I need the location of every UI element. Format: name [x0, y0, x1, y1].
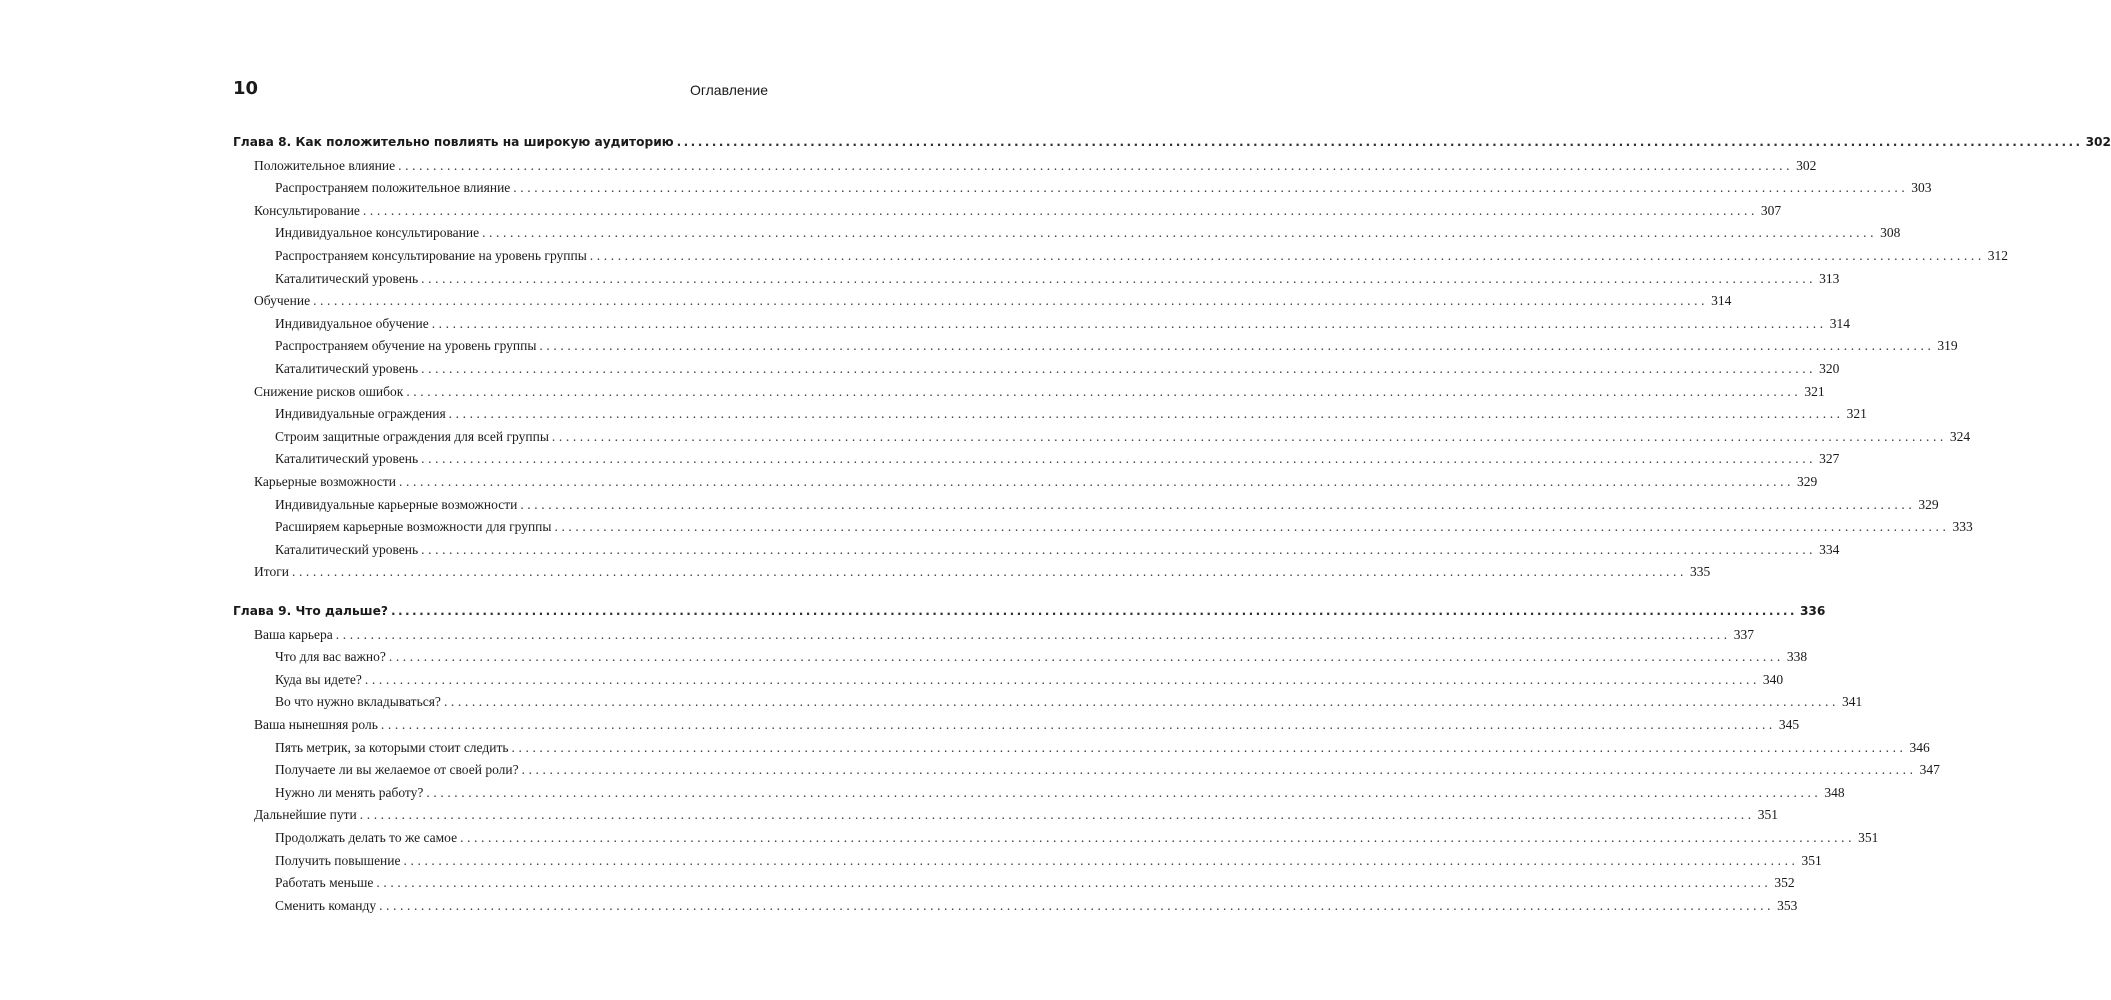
toc-entry-title: Глава 8. Как положительно повлиять на широкую аудиторию — [233, 135, 674, 149]
toc-subsection — [233, 897, 1798, 921]
toc-entry-page: 351 — [1858, 829, 1879, 845]
toc-entry-page: 351 — [1757, 807, 1778, 823]
toc-subsection — [233, 829, 1879, 853]
toc-entry-page: 353 — [1777, 897, 1798, 913]
dot-leader: ........................................................................................................................................................................................................ — [554, 519, 1950, 535]
toc-entry-title: Расширяем карьерные возможности для группы — [275, 519, 552, 535]
dot-leader: ........................................................................................................................................................................................................ — [431, 315, 1827, 331]
toc-section — [233, 626, 1754, 650]
toc-entry-page: 333 — [1952, 519, 1973, 535]
dot-leader: ........................................................................................................................................................................................................ — [448, 406, 1844, 422]
toc-entry-page: 329 — [1918, 496, 1939, 512]
toc-entry-title: Сменить команду — [275, 897, 377, 913]
toc-subsection — [233, 649, 1808, 672]
dot-leader: ........................................................................................................................................................................................................ — [539, 338, 1935, 354]
toc-entry-title: Работать меньше — [275, 875, 374, 891]
toc-subsection — [233, 451, 1840, 474]
toc-entry-title: Ваша карьера — [254, 626, 333, 642]
toc-entry-title: Распространяем положительное влияние — [275, 180, 511, 196]
toc-entry-page: 319 — [1937, 338, 1958, 354]
dot-leader: ........................................................................................................................................................................................................ — [362, 202, 1758, 218]
toc-section — [233, 564, 1711, 587]
toc-section — [233, 473, 1818, 497]
toc-entry-page: 321 — [1846, 406, 1867, 422]
toc-entry-title: Каталитический уровень — [275, 360, 419, 376]
toc-entry-page: 327 — [1819, 451, 1840, 467]
toc-subsection — [233, 247, 2009, 271]
toc-subsection — [233, 225, 1901, 248]
toc-entry-title: Во что нужно вкладываться? — [275, 694, 441, 710]
toc-chapter-heading — [233, 604, 1826, 627]
toc-entry-page: 341 — [1841, 694, 1863, 710]
toc-entry-page: 347 — [1919, 762, 1940, 778]
toc-entry-title: Распространяем консультирование на уровень группы — [275, 247, 587, 263]
toc-entry-page: 307 — [1760, 202, 1782, 218]
toc-entry-title: Каталитический уровень — [275, 541, 419, 557]
toc-entry-title: Получить повышение — [275, 852, 401, 868]
toc-entry-page: 338 — [1786, 649, 1808, 665]
toc-entry-page: 314 — [1829, 315, 1850, 331]
toc-subsection — [233, 671, 1784, 695]
toc-subsection — [233, 762, 1940, 785]
toc-entry-title: Глава 9. Что дальше? — [233, 604, 388, 618]
dot-leader: ........................................................................................................................................................................................................ — [388, 649, 1784, 665]
toc-entry-title: Индивидуальные ограждения — [275, 406, 446, 422]
toc-entry-title: Что для вас важно? — [275, 649, 386, 665]
dot-leader: ........................................................................................................................................................................................................ — [379, 897, 1775, 913]
dot-leader: ........................................................................................................................................................................................................ — [313, 293, 1709, 309]
toc-subsection — [233, 428, 1971, 452]
dot-leader: ........................................................................................................................................................................................................ — [335, 626, 1731, 642]
toc-section — [233, 202, 1782, 226]
toc-chapter-8 — [233, 135, 2111, 587]
dot-leader: ........................................................................................................................................................................................................ — [676, 135, 2083, 149]
dot-leader: ........................................................................................................................................................................................................ — [460, 829, 1856, 845]
toc-entry-page: 336 — [1799, 604, 1826, 618]
toc-entry-page: 334 — [1819, 541, 1840, 557]
toc-subsection — [233, 541, 1840, 565]
dot-leader: ........................................................................................................................................................................................................ — [421, 270, 1817, 286]
dot-leader: ........................................................................................................................................................................................................ — [421, 360, 1817, 376]
toc-entry-title: Куда вы идете? — [275, 671, 362, 687]
dot-leader: ........................................................................................................................................................................................................ — [421, 541, 1817, 557]
toc-entry-page: 348 — [1824, 784, 1845, 800]
dot-leader: ........................................................................................................................................................................................................ — [421, 451, 1817, 467]
toc-entry-title: Распространяем обучение на уровень группы — [275, 338, 537, 354]
toc-entry-title: Ваша нынешняя роль — [254, 716, 378, 732]
running-head: Оглавление — [689, 82, 768, 98]
toc-entry-title: Нужно ли менять работу? — [275, 784, 424, 800]
toc-entry-page: 345 — [1778, 716, 1800, 732]
dot-leader: ........................................................................................................................................................................................................ — [520, 496, 1916, 512]
toc-subsection — [233, 739, 1930, 763]
toc-entry-page: 352 — [1774, 875, 1795, 891]
toc-subsection — [233, 852, 1822, 876]
toc-entry-title: Продолжать делать то же самое — [275, 829, 458, 845]
dot-leader: ........................................................................................................................................................................................................ — [399, 473, 1795, 489]
toc-subsection — [233, 519, 1973, 542]
toc-entry-title: Итоги — [254, 564, 289, 580]
dot-leader: ........................................................................................................................................................................................................ — [511, 739, 1907, 755]
toc-entry-title: Получаете ли вы желаемое от своей роли? — [275, 762, 519, 778]
toc-subsection — [233, 270, 1840, 294]
dot-leader: ........................................................................................................................................................................................................ — [513, 180, 1909, 196]
dot-leader: ........................................................................................................................................................................................................ — [406, 383, 1802, 399]
toc-subsection — [233, 496, 1939, 520]
toc-section — [233, 157, 1817, 181]
toc-entry-page: 303 — [1911, 180, 1932, 196]
dot-leader: ........................................................................................................................................................................................................ — [364, 671, 1760, 687]
toc-chapter-9 — [233, 604, 1940, 920]
toc-entry-page: 346 — [1909, 739, 1930, 755]
toc-entry-title: Снижение рисков ошибок — [254, 383, 404, 399]
dot-leader: ........................................................................................................................................................................................................ — [426, 784, 1822, 800]
toc-entry-title: Пять метрик, за которыми стоит следить — [275, 739, 509, 755]
dot-leader: ........................................................................................................................................................................................................ — [390, 604, 1797, 618]
toc-entry-page: 329 — [1797, 473, 1818, 489]
toc-entry-title: Строим защитные ограждения для всей группы — [275, 428, 549, 444]
toc-subsection — [233, 875, 1795, 898]
toc-subsection — [233, 315, 1850, 339]
toc-entry-page: 335 — [1689, 564, 1711, 580]
dot-leader: ........................................................................................................................................................................................................ — [398, 157, 1794, 173]
toc-entry-title: Индивидуальные карьерные возможности — [275, 496, 518, 512]
toc-entry-page: 320 — [1819, 360, 1840, 376]
toc-section — [233, 293, 1732, 316]
toc-entry-title: Каталитический уровень — [275, 451, 419, 467]
toc-entry-title: Карьерные возможности — [254, 473, 397, 489]
dot-leader: ........................................................................................................................................................................................................ — [589, 247, 1985, 263]
dot-leader: ........................................................................................................................................................................................................ — [291, 564, 1687, 580]
toc-entry-title: Обучение — [254, 293, 311, 309]
toc-subsection — [233, 180, 1932, 203]
dot-leader: ........................................................................................................................................................................................................ — [376, 875, 1772, 891]
dot-leader: ........................................................................................................................................................................................................ — [359, 807, 1755, 823]
page-number: 10 — [233, 78, 259, 99]
toc-subsection — [233, 694, 1863, 717]
dot-leader: ........................................................................................................................................................................................................ — [403, 852, 1799, 868]
toc-entry-page: 321 — [1804, 383, 1825, 399]
toc-entry-page: 324 — [1949, 428, 1971, 444]
toc-subsection — [233, 360, 1840, 384]
dot-leader: ........................................................................................................................................................................................................ — [380, 716, 1776, 732]
dot-leader: ........................................................................................................................................................................................................ — [482, 225, 1878, 241]
toc-subsection — [233, 338, 1958, 361]
toc-entry-page: 308 — [1880, 225, 1901, 241]
toc-entry-title: Каталитический уровень — [275, 270, 419, 286]
dot-leader: ........................................................................................................................................................................................................ — [443, 694, 1839, 710]
toc-subsection — [233, 406, 1867, 429]
toc-entry-page: 312 — [1987, 247, 2009, 263]
toc-chapter-heading — [233, 135, 2111, 158]
toc-subsection — [233, 784, 1845, 808]
toc-entry-page: 314 — [1711, 293, 1732, 309]
toc-entry-title: Дальнейшие пути — [254, 807, 357, 823]
toc-entry-title: Индивидуальное консультирование — [275, 225, 480, 241]
toc-section — [233, 807, 1778, 830]
toc-section — [233, 383, 1825, 407]
toc-entry-title: Консультирование — [254, 202, 360, 218]
toc-section — [233, 716, 1800, 740]
toc-entry-page: 337 — [1733, 626, 1754, 642]
toc-entry-title: Индивидуальное обучение — [275, 315, 429, 331]
dot-leader: ........................................................................................................................................................................................................ — [551, 428, 1947, 444]
toc-entry-page: 302 — [1796, 157, 1817, 173]
toc-entry-page: 313 — [1819, 270, 1840, 286]
toc-entry-page: 302 — [2085, 135, 2111, 149]
toc-entry-page: 351 — [1801, 852, 1822, 868]
dot-leader: ........................................................................................................................................................................................................ — [521, 762, 1917, 778]
toc-entry-page: 340 — [1762, 671, 1784, 687]
toc-entry-title: Положительное влияние — [254, 157, 396, 173]
